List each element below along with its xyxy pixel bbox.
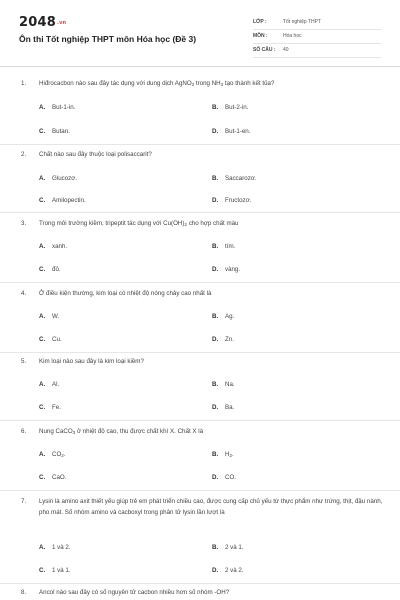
meta-count-row bbox=[253, 44, 381, 58]
option-letter: D. bbox=[212, 567, 219, 574]
option-text: CaO. bbox=[52, 474, 67, 481]
question-number: 8. bbox=[21, 589, 27, 596]
answer-option-b[interactable] bbox=[212, 175, 257, 182]
option-letter: D. bbox=[212, 266, 219, 273]
option-text: Amilopectin. bbox=[52, 197, 86, 204]
answer-option-d[interactable] bbox=[212, 266, 240, 273]
meta-class-value: Tốt nghiệp THPT bbox=[283, 19, 321, 25]
answer-option-b[interactable] bbox=[212, 451, 234, 458]
option-text: Al. bbox=[52, 381, 60, 388]
option-letter: C. bbox=[39, 266, 46, 273]
question-divider bbox=[0, 352, 400, 353]
answer-option-c[interactable] bbox=[39, 128, 70, 135]
answer-option-a[interactable] bbox=[39, 544, 71, 551]
option-letter: A. bbox=[39, 381, 46, 388]
question-text: Ở điều kiện thường, kim loại có nhiệt độ nóng chảy cao nhất là bbox=[39, 290, 212, 297]
answer-option-d[interactable] bbox=[212, 336, 234, 343]
meta-count-value: 40 bbox=[283, 47, 289, 53]
option-letter: D. bbox=[212, 128, 219, 135]
question-number: 7. bbox=[21, 498, 27, 505]
option-text: 1 và 1. bbox=[52, 567, 71, 574]
question-text: Trong môi trường kiềm, tripeptit tác dụng với $Cu(OH)_2$ cho hợp chất màu bbox=[39, 220, 239, 227]
option-letter: C. bbox=[39, 336, 46, 343]
question-number: 4. bbox=[21, 290, 27, 297]
option-letter: A. bbox=[39, 243, 46, 250]
option-letter: A. bbox=[39, 451, 46, 458]
option-text: CO. bbox=[225, 474, 237, 481]
option-text: vàng. bbox=[225, 266, 241, 273]
answer-option-a[interactable] bbox=[39, 243, 67, 250]
option-text: Saccarozơ. bbox=[225, 175, 257, 182]
option-text: W. bbox=[52, 313, 60, 320]
question-number: 1. bbox=[21, 80, 27, 87]
option-letter: B. bbox=[212, 243, 219, 250]
option-letter: A. bbox=[39, 104, 46, 111]
option-text: 2 và 1. bbox=[225, 544, 244, 551]
answer-option-c[interactable] bbox=[39, 266, 61, 273]
question-number: 3. bbox=[21, 220, 27, 227]
question-number: 2. bbox=[21, 151, 27, 158]
answer-option-c[interactable] bbox=[39, 197, 86, 204]
option-text: Fe. bbox=[52, 404, 61, 411]
question-number: 5. bbox=[21, 358, 27, 365]
question-text: Ancol nào sau đây có số nguyên tử cacbon nhiều hơn số nhóm -OH? bbox=[39, 589, 230, 596]
option-letter: B. bbox=[212, 544, 219, 551]
option-letter: D. bbox=[212, 197, 219, 204]
exam-meta bbox=[253, 16, 381, 58]
question-text: Hiđrocacbon nào sau đây tác dụng với dung dịch AgNO$_3$ trong $NH_3$ tạo thành kết tủa? bbox=[39, 80, 275, 87]
option-text: Butan. bbox=[52, 128, 70, 135]
option-letter: C. bbox=[39, 474, 46, 481]
option-text: But-1-in. bbox=[52, 104, 76, 111]
answer-option-b[interactable] bbox=[212, 381, 235, 388]
answer-option-a[interactable] bbox=[39, 104, 75, 111]
answer-option-d[interactable] bbox=[212, 474, 236, 481]
option-text: But-1-en. bbox=[225, 128, 251, 135]
question-text: Chất nào sau đây thuộc loại polisaccarit? bbox=[39, 151, 152, 158]
answer-option-a[interactable] bbox=[39, 175, 77, 182]
logo-suffix: .vn bbox=[56, 19, 67, 26]
logo-text: 2048 bbox=[19, 15, 56, 30]
exam-title: Ôn thi Tốt nghiệp THPT môn Hóa học (Đề 3) bbox=[19, 34, 197, 44]
option-letter: D. bbox=[212, 404, 219, 411]
exam-header bbox=[0, 0, 400, 66]
answer-option-b[interactable] bbox=[212, 544, 244, 551]
meta-subject-row bbox=[253, 30, 381, 44]
question-text: Nung CaCO$_3$ ở nhiệt độ cao, thu được chất khí X. Chất X là bbox=[39, 428, 204, 435]
answer-option-a[interactable] bbox=[39, 451, 66, 458]
option-text: Ag. bbox=[225, 313, 235, 320]
option-letter: C. bbox=[39, 128, 46, 135]
question-text: Lysin là amino axit thiết yếu giúp trẻ em phát triển chiều cao, được cung cấp chủ yếu từ thực phẩm như trứng, thịt, đậu nành, pho mát. Số nhóm amino và cacboxyl trong phân tử lysin lần lượt là bbox=[39, 498, 383, 516]
meta-class-row bbox=[253, 16, 381, 30]
option-text: Na. bbox=[225, 381, 235, 388]
option-text: $CO_2$. bbox=[52, 451, 66, 458]
option-text: 2 và 2. bbox=[225, 567, 244, 574]
option-text: But-2-in. bbox=[225, 104, 249, 111]
option-letter: C. bbox=[39, 404, 46, 411]
option-text: Zn. bbox=[225, 336, 234, 343]
answer-option-c[interactable] bbox=[39, 336, 62, 343]
answer-option-a[interactable] bbox=[39, 313, 59, 320]
option-text: $H_2$. bbox=[225, 451, 234, 458]
answer-option-a[interactable] bbox=[39, 381, 59, 388]
question-divider bbox=[0, 282, 400, 283]
option-letter: B. bbox=[212, 175, 219, 182]
question-divider bbox=[0, 583, 400, 584]
answer-option-c[interactable] bbox=[39, 404, 61, 411]
meta-subject-label: MÔN : bbox=[253, 33, 268, 39]
meta-count-label: SỐ CÂU : bbox=[253, 47, 276, 53]
option-letter: B. bbox=[212, 104, 219, 111]
option-letter: C. bbox=[39, 197, 46, 204]
answer-option-c[interactable] bbox=[39, 567, 71, 574]
answer-option-b[interactable] bbox=[212, 313, 234, 320]
option-text: Glucozơ. bbox=[52, 175, 78, 182]
answer-option-d[interactable] bbox=[212, 567, 244, 574]
option-letter: A. bbox=[39, 175, 46, 182]
question-text: Kim loại nào sau đây là kim loại kiềm? bbox=[39, 358, 144, 365]
question-number: 6. bbox=[21, 428, 27, 435]
option-text: đỏ. bbox=[52, 266, 61, 273]
option-letter: B. bbox=[212, 381, 219, 388]
question-divider bbox=[0, 212, 400, 213]
question-divider bbox=[0, 144, 400, 145]
answer-option-d[interactable] bbox=[212, 404, 234, 411]
answer-option-b[interactable] bbox=[212, 243, 235, 250]
answer-option-d[interactable] bbox=[212, 197, 251, 204]
question-divider bbox=[0, 420, 400, 421]
question-divider bbox=[0, 490, 400, 491]
meta-class-label: LỚP : bbox=[253, 19, 267, 25]
option-letter: B. bbox=[212, 451, 219, 458]
meta-subject-value: Hóa học bbox=[283, 33, 302, 39]
option-letter: B. bbox=[212, 313, 219, 320]
answer-option-b[interactable] bbox=[212, 104, 248, 111]
option-letter: C. bbox=[39, 567, 46, 574]
answer-option-d[interactable] bbox=[212, 128, 250, 135]
option-text: Cu. bbox=[52, 336, 62, 343]
option-text: tím. bbox=[225, 243, 236, 250]
site-logo[interactable] bbox=[19, 15, 66, 30]
option-letter: D. bbox=[212, 336, 219, 343]
option-text: Fructozơ. bbox=[225, 197, 252, 204]
option-text: 1 và 2. bbox=[52, 544, 71, 551]
option-letter: D. bbox=[212, 474, 219, 481]
option-text: Ba. bbox=[225, 404, 235, 411]
header-divider bbox=[0, 66, 400, 67]
answer-option-c[interactable] bbox=[39, 474, 66, 481]
option-text: xanh. bbox=[52, 243, 68, 250]
option-letter: A. bbox=[39, 313, 46, 320]
option-letter: A. bbox=[39, 544, 46, 551]
